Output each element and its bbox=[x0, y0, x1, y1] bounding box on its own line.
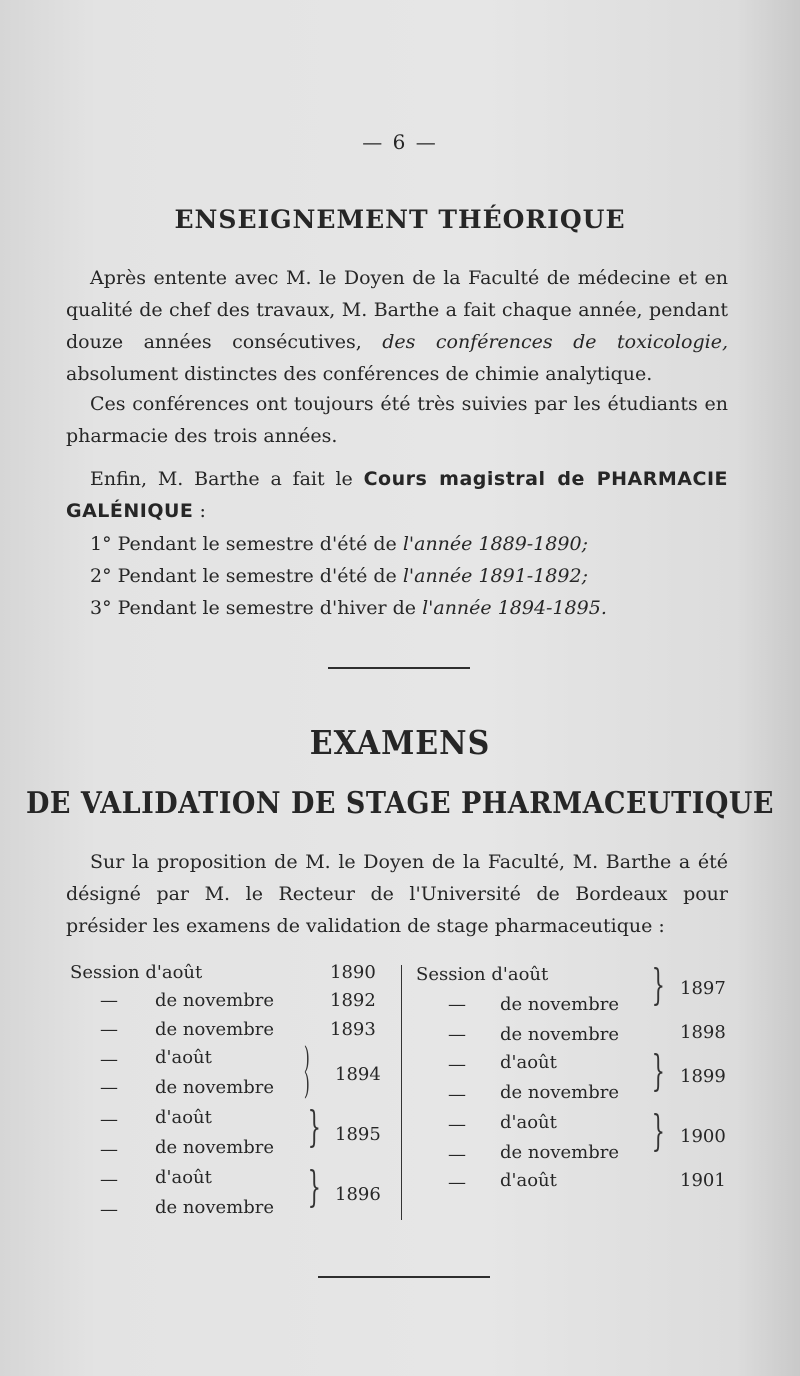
table-cell-label: de novembre bbox=[155, 1019, 274, 1040]
list-item bbox=[90, 560, 607, 592]
table-cell-label: de novembre bbox=[155, 1197, 274, 1218]
table-cell-year: 1897 bbox=[680, 978, 726, 999]
semester-list bbox=[90, 528, 607, 624]
table-cell-year: 1899 bbox=[680, 1066, 726, 1087]
para4-text: Sur la proposition de M. le Doyen de la Faculté, M. Barthe a été désigné par M. le Recteur de l'Université de Bordeaux pour présider les examens de validation de stage pharmaceutique : bbox=[66, 851, 728, 937]
table-cell-dash: — bbox=[100, 1077, 118, 1098]
brace-icon: } bbox=[651, 1106, 666, 1155]
table-cell-label: d'août bbox=[155, 1167, 212, 1188]
table-column-divider bbox=[401, 965, 402, 1220]
table-cell-dash: — bbox=[448, 1054, 466, 1075]
table-cell-label: de novembre bbox=[155, 1077, 274, 1098]
list-item-italic: l'année 1889-1890; bbox=[402, 533, 588, 555]
list-item-prefix: 2° Pendant le semestre d'été de bbox=[90, 565, 403, 587]
table-cell-label: d'août bbox=[155, 1047, 212, 1068]
bottom-divider bbox=[318, 1276, 490, 1278]
table-cell-label: Session d'août bbox=[416, 964, 549, 985]
table-cell-year: 1898 bbox=[680, 1022, 726, 1043]
table-cell-label: d'août bbox=[500, 1170, 557, 1191]
table-cell-dash: — bbox=[448, 1024, 466, 1045]
table-cell-label: de novembre bbox=[155, 990, 274, 1011]
table-cell-label: de novembre bbox=[500, 1082, 619, 1103]
list-item-prefix: 1° Pendant le semestre d'été de bbox=[90, 533, 403, 555]
table-cell-dash: — bbox=[100, 1139, 118, 1160]
para1-text-b: absolument distinctes des conférences de chimie analytique. bbox=[66, 363, 653, 385]
table-cell-year: 1892 bbox=[330, 990, 376, 1011]
table-cell-dash: — bbox=[100, 1199, 118, 1220]
table-cell-label: de novembre bbox=[500, 1024, 619, 1045]
paragraph-conferences bbox=[66, 388, 728, 452]
para3-text-bold: Cours magistral de PHARMACIE GALÉNIQUE bbox=[66, 468, 728, 522]
para1-text-a: Après entente avec M. le Doyen de la Faculté de médecine et en qualité de chef des travaux, M. Barthe a fait chaque année, pendant douze années consécutives, bbox=[66, 267, 728, 353]
table-cell-year: 1890 bbox=[330, 962, 376, 983]
paragraph-cours-magistral bbox=[66, 463, 728, 527]
table-cell-dash: — bbox=[100, 1169, 118, 1190]
brace-icon: } bbox=[307, 1102, 322, 1151]
table-cell-label: de novembre bbox=[500, 1142, 619, 1163]
paragraph-proposition bbox=[66, 846, 728, 942]
brace-icon: ) bbox=[303, 1067, 310, 1102]
list-item bbox=[90, 592, 607, 624]
table-cell-year: 1900 bbox=[680, 1126, 726, 1147]
list-item-prefix: 3° Pendant le semestre d'hiver de bbox=[90, 597, 423, 619]
section-subtitle-validation: DE VALIDATION DE STAGE PHARMACEUTIQUE bbox=[25, 786, 775, 821]
list-item bbox=[90, 528, 607, 560]
page-number: — 6 — bbox=[362, 130, 438, 154]
list-item-italic: l'année 1894-1895. bbox=[422, 597, 607, 619]
table-cell-year: 1894 bbox=[335, 1064, 381, 1085]
table-cell-dash: — bbox=[448, 1084, 466, 1105]
paragraph-toxicologie bbox=[66, 262, 728, 390]
table-cell-label: de novembre bbox=[155, 1137, 274, 1158]
para1-text-italic: des conférences de toxicologie, bbox=[382, 331, 728, 353]
table-cell-dash: — bbox=[100, 1049, 118, 1070]
table-cell-dash: — bbox=[100, 990, 118, 1011]
table-cell-dash: — bbox=[448, 1144, 466, 1165]
section-title-examens: EXAMENS bbox=[309, 724, 491, 763]
table-cell-year: 1901 bbox=[680, 1170, 726, 1191]
table-cell-label: de novembre bbox=[500, 994, 619, 1015]
table-cell-dash: — bbox=[100, 1019, 118, 1040]
section-divider bbox=[328, 667, 470, 669]
brace-icon: } bbox=[307, 1162, 322, 1211]
table-cell-label: d'août bbox=[500, 1112, 557, 1133]
table-cell-year: 1896 bbox=[335, 1184, 381, 1205]
table-cell-year: 1893 bbox=[330, 1019, 376, 1040]
table-cell-year: 1895 bbox=[335, 1124, 381, 1145]
para3-text-b: : bbox=[193, 500, 206, 522]
para2-text: Ces conférences ont toujours été très suivies par les étudiants en pharmacie des trois années. bbox=[66, 393, 728, 447]
brace-icon: } bbox=[651, 960, 666, 1009]
para3-text-a: Enfin, M. Barthe a fait le bbox=[90, 468, 364, 490]
table-cell-label: d'août bbox=[500, 1052, 557, 1073]
table-cell-dash: — bbox=[448, 994, 466, 1015]
table-cell-label: Session d'août bbox=[70, 962, 203, 983]
table-cell-dash: — bbox=[448, 1172, 466, 1193]
list-item-italic: l'année 1891-1892; bbox=[402, 565, 588, 587]
brace-icon: } bbox=[651, 1046, 666, 1095]
table-cell-label: d'août bbox=[155, 1107, 212, 1128]
brace-icon: ) bbox=[303, 1041, 310, 1076]
table-cell-dash: — bbox=[100, 1109, 118, 1130]
table-cell-dash: — bbox=[448, 1114, 466, 1135]
section-title-enseignement: ENSEIGNEMENT THÉORIQUE bbox=[174, 205, 626, 234]
